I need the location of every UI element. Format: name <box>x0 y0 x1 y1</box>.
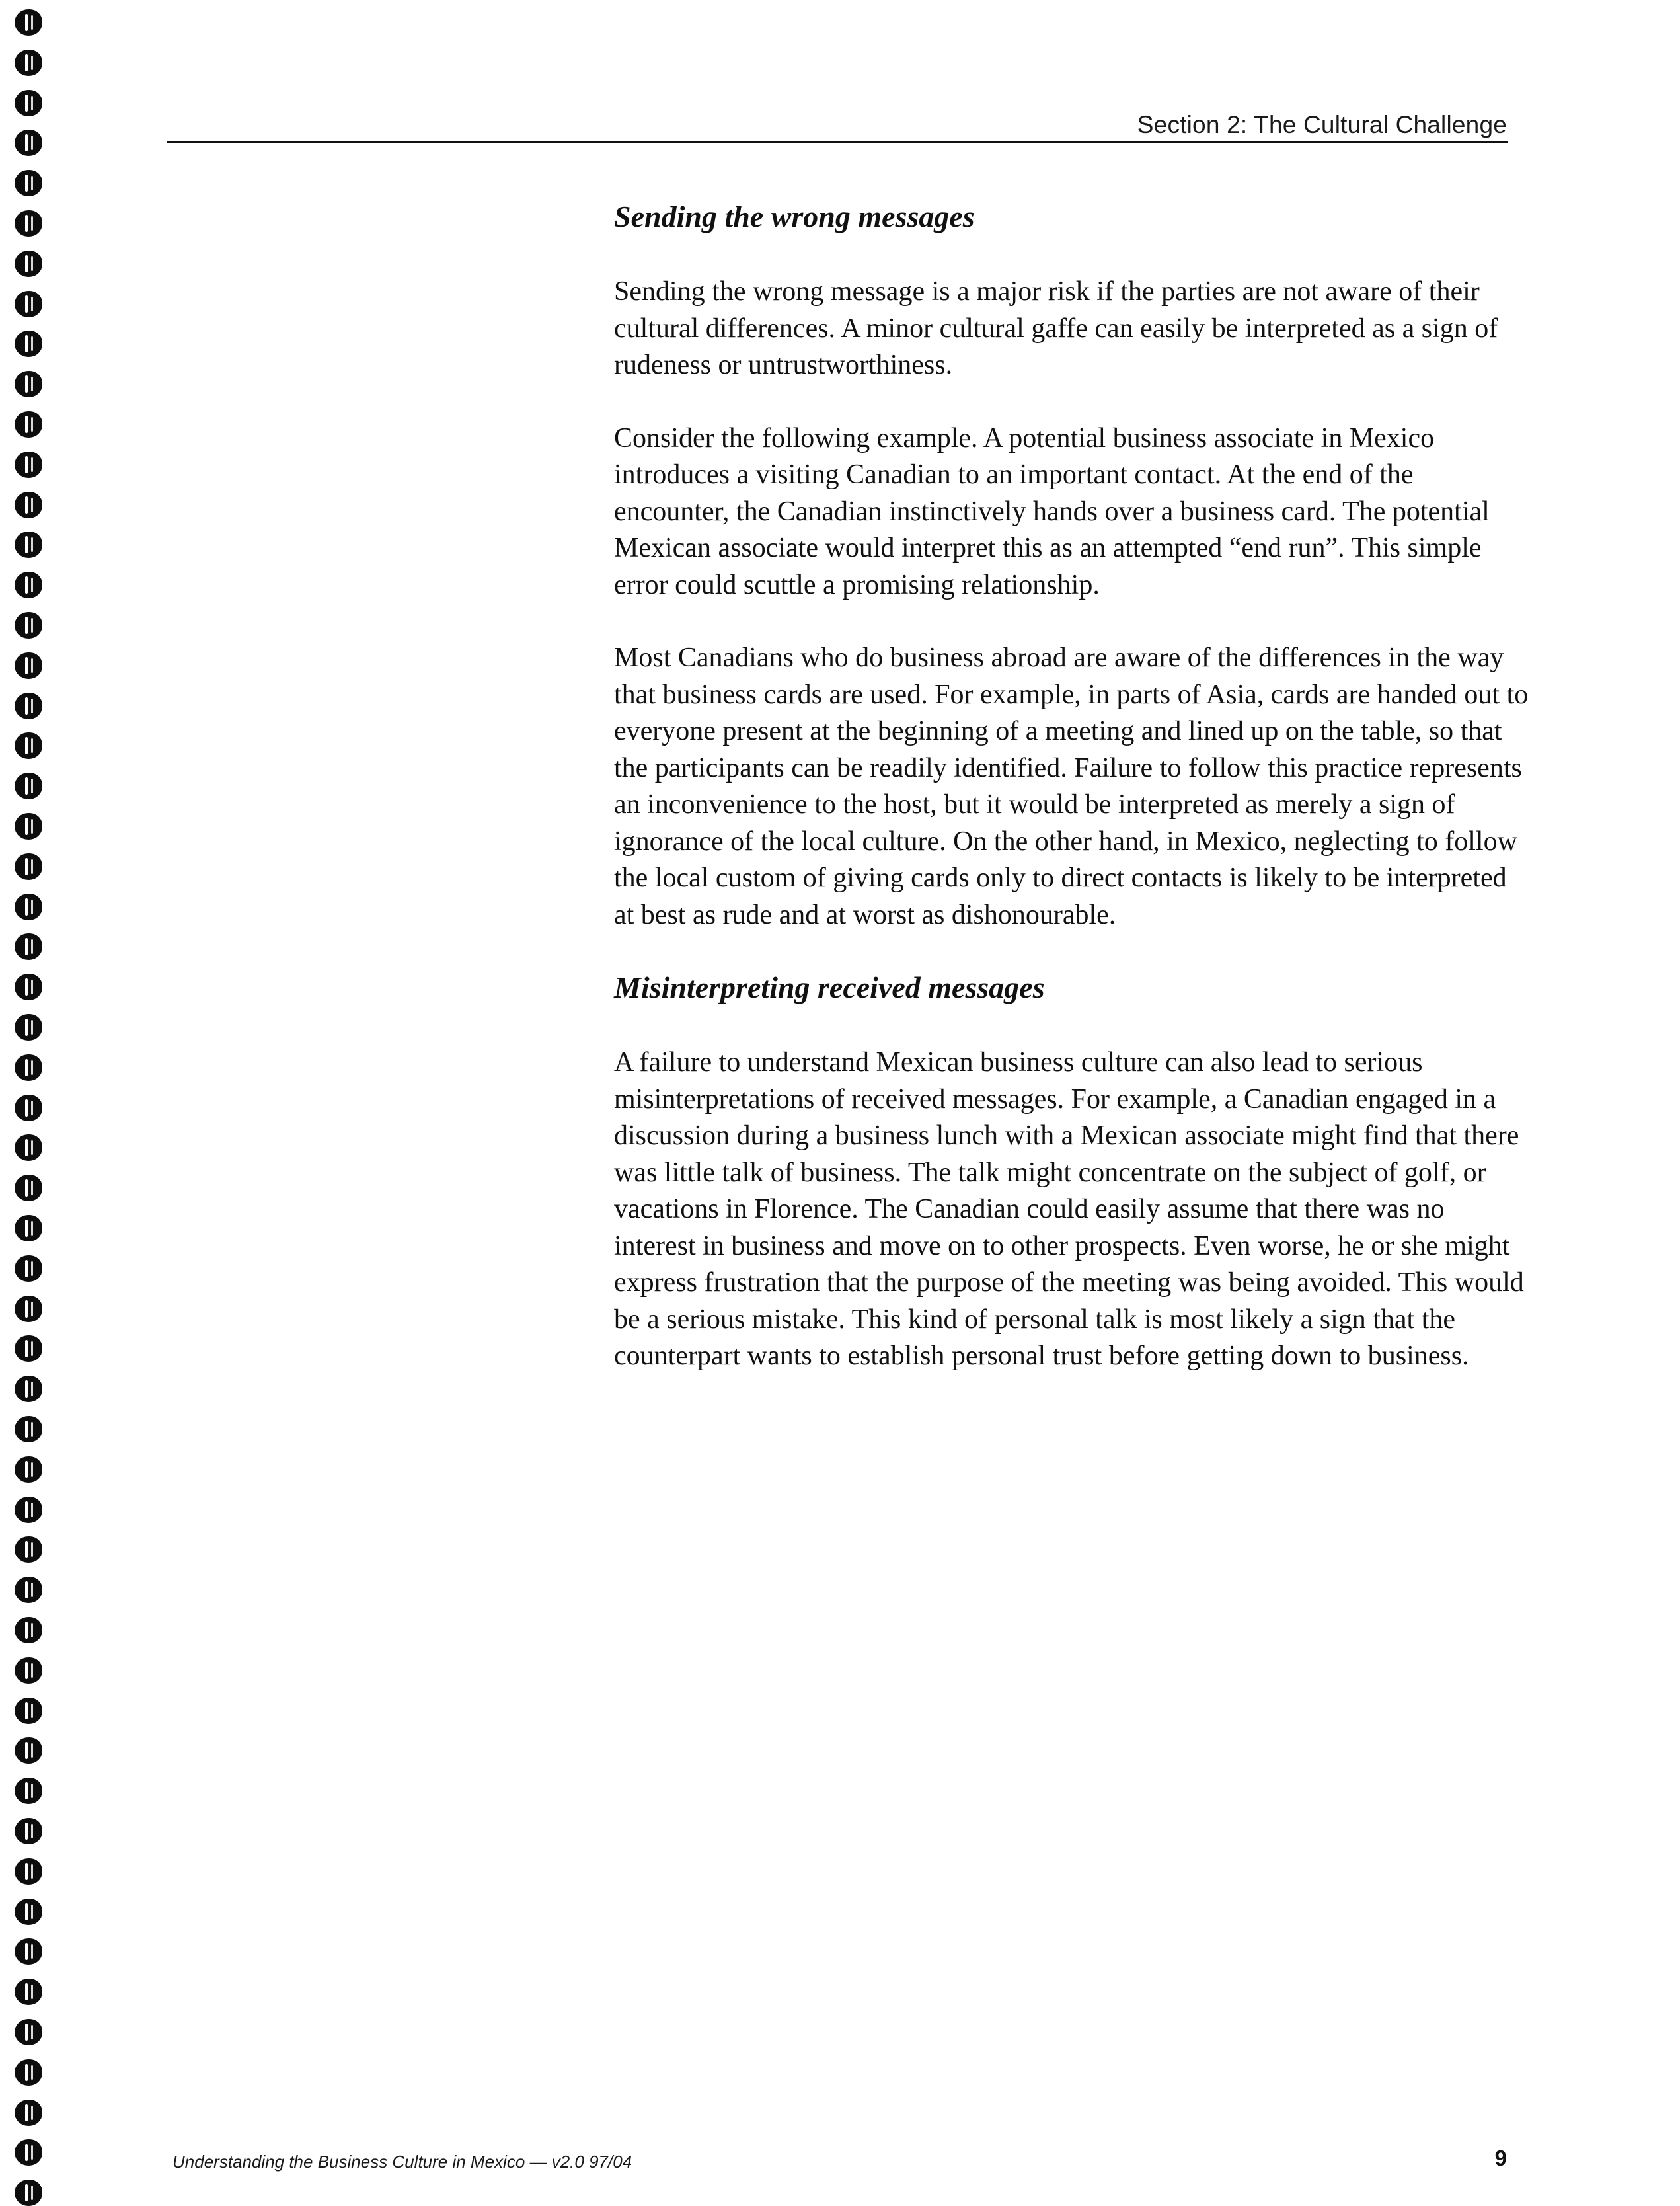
binding-ring-icon <box>15 50 42 76</box>
binding-ring-icon <box>15 1899 42 1925</box>
binding-ring-icon <box>15 2180 42 2206</box>
binding-ring-icon <box>15 1577 42 1603</box>
binding-ring-icon <box>15 130 42 156</box>
binding-ring-icon <box>15 411 42 438</box>
binding-ring-icon <box>15 1296 42 1322</box>
binding-ring-icon <box>15 1858 42 1885</box>
section-heading-sending-wrong-messages: Sending the wrong messages <box>614 200 975 233</box>
binding-ring-icon <box>15 1335 42 1362</box>
binding-ring-icon <box>15 371 42 397</box>
binding-ring-icon <box>15 1938 42 1965</box>
binding-ring-icon <box>15 974 42 1000</box>
binding-ring-icon <box>15 1054 42 1081</box>
section-header-title: Section 2: The Cultural Challenge <box>1137 111 1507 138</box>
paragraph: Consider the following example. A potential business associate in Mexico introduces a visiting Canadian to an important contact. At the end of the encounter, the Canadian instinctively hands over a business card. The potential Mexican associate would interpret this as an attempted “end run”. This simple error could scuttle a promising relationship. <box>614 422 1490 600</box>
binding-ring-icon <box>15 2059 42 2086</box>
binding-ring-icon <box>15 1456 42 1483</box>
paragraph: Sending the wrong message is a major risk if the parties are not aware of their cultural differences. A minor cultural gaffe can easily be interpreted as a sign of rudeness or untrustworthiness. <box>614 276 1498 380</box>
binding-ring-icon <box>15 1979 42 2005</box>
binding-ring-icon <box>15 693 42 719</box>
binding-ring-icon <box>15 933 42 960</box>
binding-ring-icon <box>15 1416 42 1442</box>
binding-ring-icon <box>15 773 42 799</box>
binding-ring-icon <box>15 1737 42 1764</box>
binding-ring-icon <box>15 210 42 237</box>
binding-ring-icon <box>15 291 42 317</box>
binding-ring-icon <box>15 813 42 840</box>
binding-ring-icon <box>15 1095 42 1121</box>
section-heading-misinterpreting-received-messages: Misinterpreting received messages <box>614 970 1045 1004</box>
binding-ring-icon <box>15 572 42 598</box>
binding-ring-icon <box>15 1536 42 1563</box>
binding-ring-icon <box>15 331 42 357</box>
binding-ring-icon <box>15 251 42 277</box>
binding-ring-icon <box>15 732 42 759</box>
binding-ring-icon <box>15 1657 42 1684</box>
binding-ring-icon <box>15 1175 42 1201</box>
binding-ring-icon <box>15 2019 42 2045</box>
binding-ring-icon <box>15 1134 42 1161</box>
binding-ring-icon <box>15 170 42 196</box>
paragraph: Most Canadians who do business abroad are aware of the differences in the way that business cards are used. For example, in parts of Asia, cards are handed out to everyone present at the beginning of a meeting and lined up on the table, so that the participants can be readily identified. Failure to follow this practice represents an inconvenience to the host, but it would be interpreted as merely a sign of ignorance of the local culture. On the other hand, in Mexico, neglecting to follow the local custom of giving cards only to direct contacts is likely to be interpreted at best as rude and at worst as dishonourable. <box>614 643 1529 930</box>
binding-ring-icon <box>15 9 42 36</box>
binding-ring-icon <box>15 894 42 920</box>
binding-ring-icon <box>15 612 42 639</box>
header-rule <box>167 141 1508 143</box>
binding-ring-icon <box>15 652 42 679</box>
paragraph: A failure to understand Mexican business culture can also lead to serious misinterpretations of received messages. For example, a Canadian engaged in a discussion during a business lunch with a Mexican associate might find that there was little talk of business. The talk might concentrate on the subject of golf, or vacations in Florence. The Canadian could easily assume that there was no interest in business and move on to other prospects. Even worse, he or she might express frustration that the purpose of the meeting was being avoided. This would be a serious mistake. This kind of personal talk is most likely a sign that the counterpart wants to establish personal trust before getting down to business. <box>614 1047 1524 1371</box>
spiral-binding <box>15 9 45 2191</box>
binding-ring-icon <box>15 2100 42 2126</box>
binding-ring-icon <box>15 90 42 116</box>
binding-ring-icon <box>15 492 42 518</box>
document-body <box>614 198 1533 1375</box>
binding-ring-icon <box>15 452 42 478</box>
binding-ring-icon <box>15 1255 42 1282</box>
footer-document-title: Understanding the Business Culture in Mexico — v2.0 97/04 <box>172 2152 632 2172</box>
binding-ring-icon <box>15 1698 42 1724</box>
page-number: 9 <box>1494 2146 1507 2170</box>
binding-ring-icon <box>15 1818 42 1844</box>
binding-ring-icon <box>15 1376 42 1402</box>
binding-ring-icon <box>15 532 42 558</box>
binding-ring-icon <box>15 1014 42 1041</box>
binding-ring-icon <box>15 1215 42 1241</box>
binding-ring-icon <box>15 853 42 880</box>
binding-ring-icon <box>15 1497 42 1523</box>
binding-ring-icon <box>15 1778 42 1804</box>
binding-ring-icon <box>15 1617 42 1643</box>
binding-ring-icon <box>15 2139 42 2166</box>
